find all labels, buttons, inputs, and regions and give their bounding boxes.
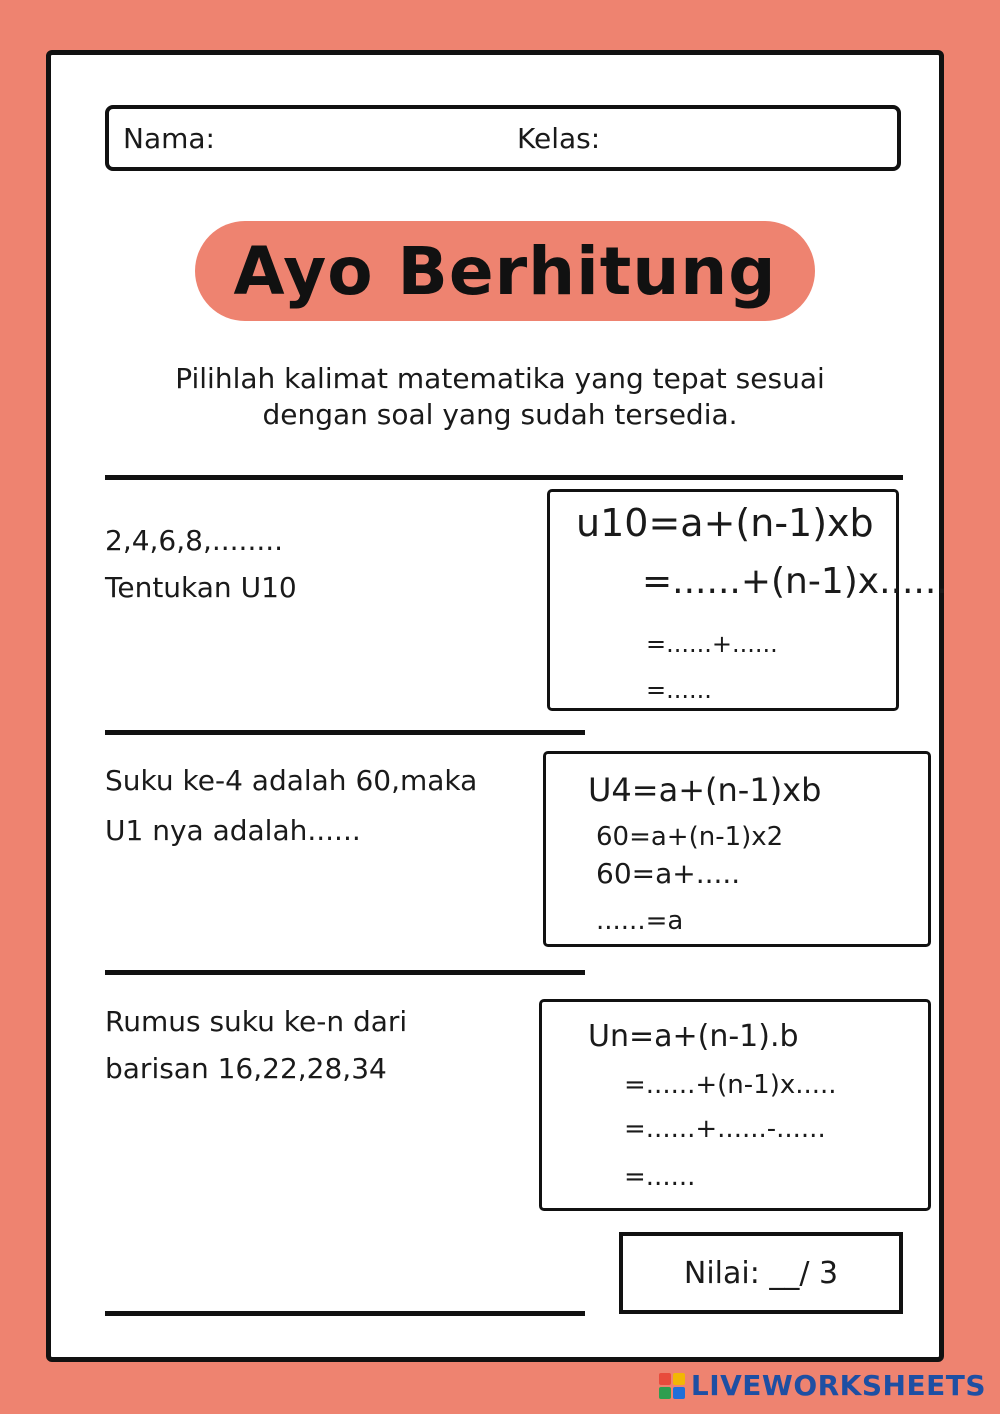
answer-box-1[interactable] [547,489,948,711]
answer-1-line-3[interactable]: =......+...... [646,630,778,658]
title-pill [195,221,815,321]
answer-1-line-2[interactable]: =......+(n-1)x...... [642,561,948,602]
student-info-box [105,105,901,171]
name-label: Nama: [123,122,215,155]
question-1-line-2: Tentukan U10 [105,571,297,604]
divider-1 [105,730,585,735]
brand-text: LIVEWORKSHEETS [690,1369,986,1402]
answer-3-line-4[interactable]: =...... [624,1162,696,1192]
answer-2-line-2: 60=a+(n-1)x2 [596,822,784,852]
brand-watermark [659,1369,986,1402]
question-3-line-2: barisan 16,22,28,34 [105,1052,387,1085]
score-label: Nilai: __/ 3 [683,1255,839,1291]
divider-top [105,475,903,480]
class-label: Kelas: [517,122,601,155]
answer-2-line-3[interactable]: 60=a+..... [596,857,741,890]
question-2-line-2: U1 nya adalah...... [105,814,361,847]
answer-3-line-3[interactable]: =......+......-...... [624,1114,826,1144]
answer-2-line-1: U4=a+(n-1)xb [588,771,822,809]
divider-2 [105,970,585,975]
instruction-line-1: Pilihlah kalimat matematika yang tepat sesuai [175,362,825,395]
answer-2-line-4[interactable]: ......=a [596,906,684,936]
instruction-text [91,361,909,433]
answer-box-2[interactable] [543,751,931,947]
score-box [619,1232,903,1314]
answer-1-line-4[interactable]: =...... [646,676,712,704]
question-2-line-1: Suku ke-4 adalah 60,maka [105,764,478,797]
question-1-line-1: 2,4,6,8,........ [105,524,284,557]
instruction-line-2: dengan soal yang sudah tersedia. [262,398,738,431]
page-title: Ayo Berhitung [233,232,777,310]
divider-bottom [105,1311,585,1316]
answer-1-line-1: u10=a+(n-1)xb [576,501,874,545]
worksheet-sheet [46,50,948,1362]
answer-box-3[interactable] [539,999,931,1211]
question-3-line-1: Rumus suku ke-n dari [105,1005,408,1038]
answer-3-line-1: Un=a+(n-1).b [588,1019,799,1054]
answer-3-line-2[interactable]: =......+(n-1)x..... [624,1070,837,1100]
brand-logo-icon [659,1373,685,1399]
